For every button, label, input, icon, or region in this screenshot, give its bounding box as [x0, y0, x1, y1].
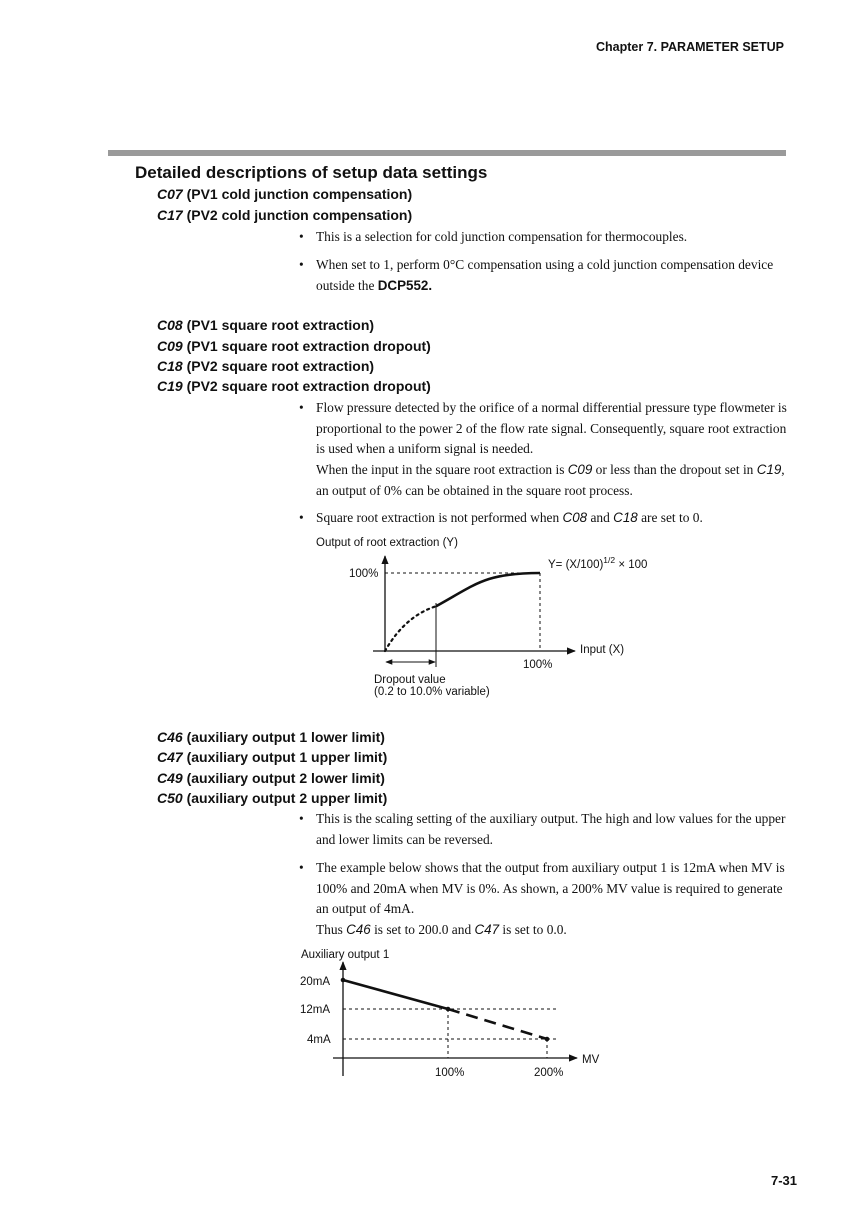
chart1-x-tick-100: 100%: [523, 659, 553, 671]
chart2-x-tick-100: 100%: [435, 1067, 465, 1079]
chart1-curve-dropout-region: [385, 606, 436, 651]
chart1-y-tick-100: 100%: [349, 568, 379, 580]
chart1-dropout-range: (0.2 to 10.0% variable): [374, 686, 490, 698]
chart2-y-tick-20ma: 20mA: [300, 976, 331, 988]
param-title-c49: C49 (auxiliary output 2 lower limit): [157, 770, 385, 786]
chart2-point-100: [446, 1007, 451, 1012]
page-number: 7-31: [770, 1173, 797, 1188]
chart2-y-tick-4ma: 4mA: [307, 1034, 331, 1046]
chart1-dropout-label: Dropout value: [374, 674, 446, 686]
chart1-formula: $Y= (X/100)^{1/2} \times 100$: [548, 555, 648, 571]
chart1-y-title: Output of root extraction (Y): [316, 537, 458, 549]
chart2-dashed-line: [448, 1009, 547, 1039]
chart2-x-title: MV: [582, 1054, 600, 1066]
param-title-c09: C09 (PV1 square root extraction dropout): [157, 338, 431, 354]
bullet-aux-1: • This is the scaling setting of the auxiliary output. The high and low values for the upper and lower limits can be reversed.: [299, 811, 786, 847]
section-title: Detailed descriptions of setup data settings: [135, 163, 488, 182]
param-title-c47: C47 (auxiliary output 1 upper limit): [157, 749, 388, 765]
chart2-point-200: [545, 1037, 550, 1042]
bullet-sqrt-2: • Square root extraction is not performed when C08 and C18 are set to 0.: [299, 510, 703, 525]
chart1-x-title: Input (X): [580, 644, 625, 656]
bullet-sqrt-1: • Flow pressure detected by the orifice of a normal differential pressure type flowmeter is proportional to the power 2 of the flow rate signal. Consequently, square root extraction is used when a uniform signal is needed. When the input in the square root extraction is C09 or less than the dropout set in C19, an output of 0% can be obtained in the square root process.: [299, 400, 787, 498]
param-title-c07: C07 (PV1 cold junction compensation): [157, 186, 413, 202]
chart1-curve-sqrt: [436, 573, 540, 606]
param-title-c50: C50 (auxiliary output 2 upper limit): [157, 790, 388, 806]
param-title-c19: C19 (PV2 square root extraction dropout): [157, 378, 431, 394]
chart2-y-tick-12ma: 12mA: [300, 1004, 331, 1016]
chapter-header: Chapter 7. PARAMETER SETUP: [596, 40, 784, 54]
param-title-c46: C46 (auxiliary output 1 lower limit): [157, 729, 385, 745]
bullet-cold-junction-1: • This is a selection for cold junction compensation for thermocouples.: [299, 229, 688, 244]
param-title-c17: C17 (PV2 cold junction compensation): [157, 207, 413, 223]
chart2-point-0: [341, 978, 346, 983]
chart2-y-title: Auxiliary output 1: [301, 949, 390, 961]
chart2-x-tick-200: 200%: [534, 1067, 564, 1079]
chart2-solid-line: [343, 980, 448, 1009]
param-title-c08: C08 (PV1 square root extraction): [157, 317, 375, 333]
bullet-aux-2: • The example below shows that the output from auxiliary output 1 is 12mA when MV is 100% and 20mA when MV is 0%. As shown, a 200% MV value is required to generate an output of 4mA. Thus C46 is set to 200.0 and C47 is set to 0.0.: [299, 860, 785, 938]
param-title-c18: C18 (PV2 square root extraction): [157, 358, 375, 374]
bullet-cold-junction-2: • When set to 1, perform 0°C compensation using a cold junction compensation device outside the DCP552.: [299, 257, 774, 293]
